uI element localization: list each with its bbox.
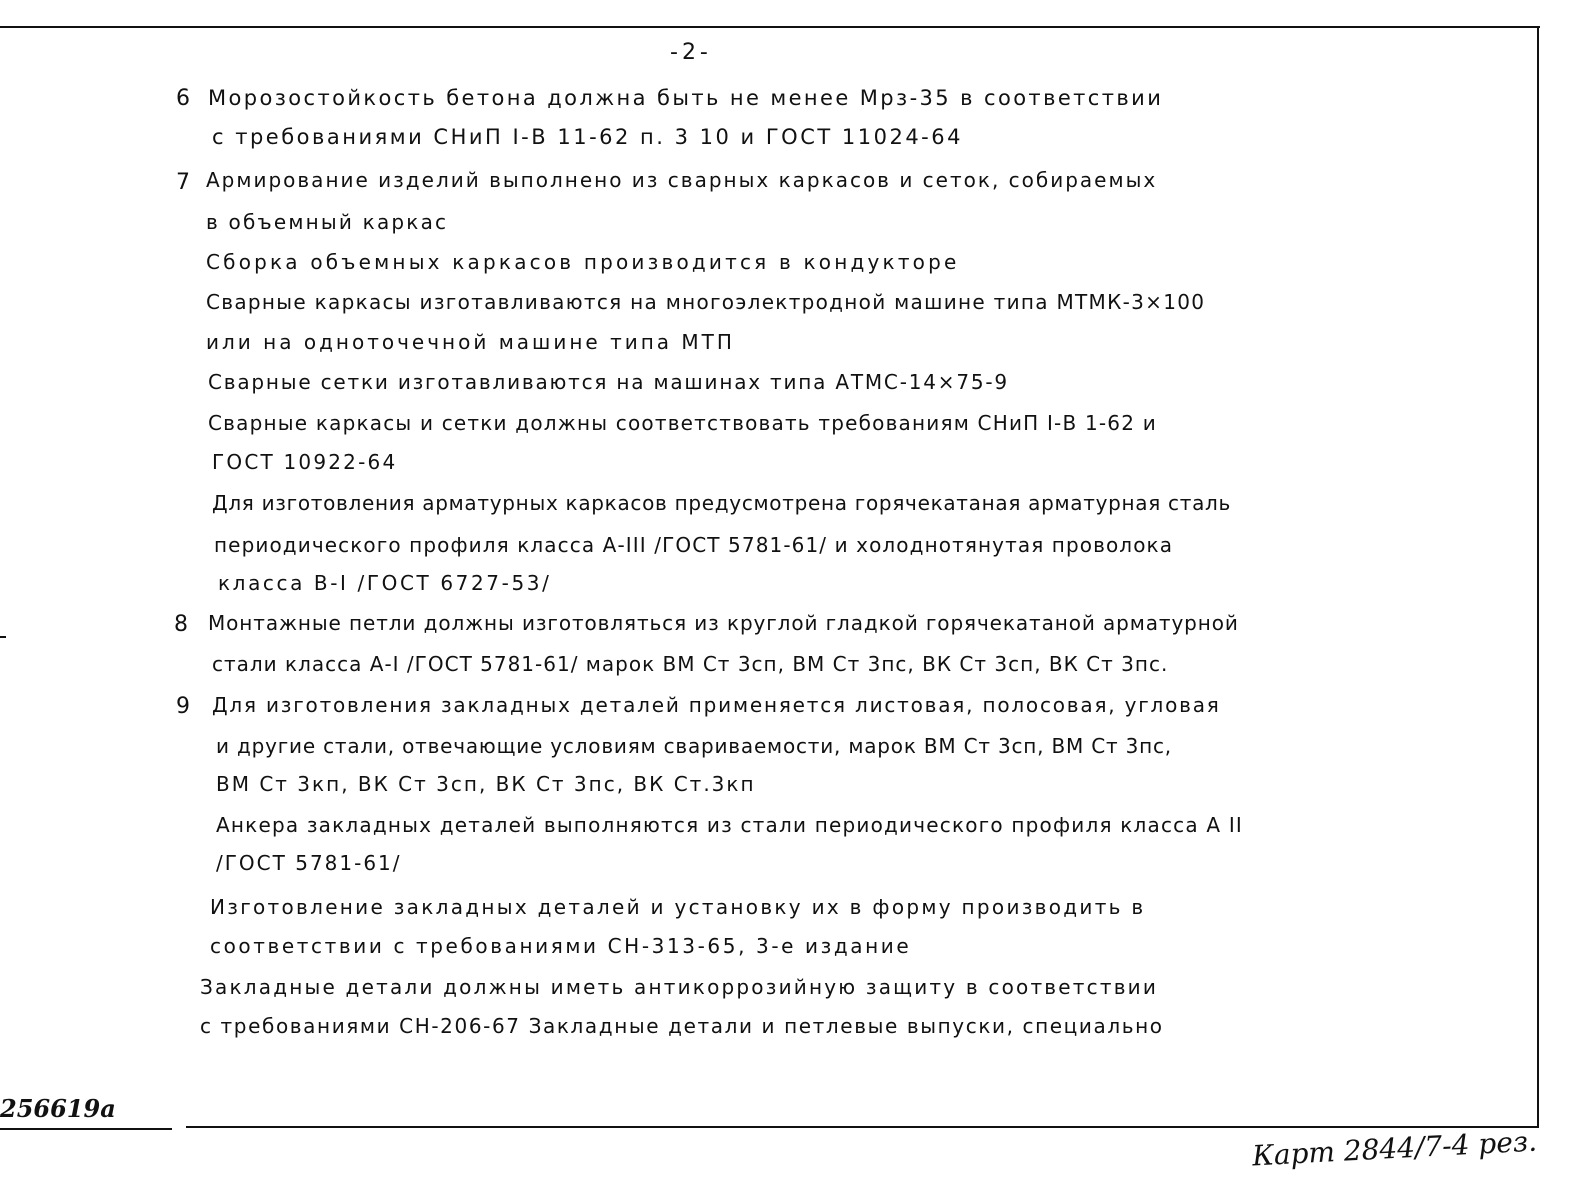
item-line: Для изготовления арматурных каркасов предусмотрена горячекатаная арматурная сталь: [212, 491, 1232, 515]
item-line: или на одноточечной машине типа МТП: [206, 330, 735, 354]
item-line: Монтажные петли должны изготовляться из круглой гладкой горячекатаной арматурной: [208, 611, 1239, 635]
frame-bottom-left-border: [0, 1128, 172, 1130]
item-line: в объемный каркас: [206, 210, 449, 234]
page-number: -2-: [670, 40, 712, 65]
frame-bottom-border: [186, 1126, 1539, 1128]
item-line: и другие стали, отвечающие условиям свариваемости, марок ВМ Ст 3сп, ВМ Ст 3пс,: [216, 734, 1172, 758]
archive-number: 256619а: [0, 1094, 116, 1123]
item-number: 9: [176, 694, 190, 719]
item-line: Анкера закладных деталей выполняются из стали периодического профиля класса А II: [216, 813, 1244, 837]
item-line: с требованиями СНиП I-В 11-62 п. 3 10 и ГОСТ 11024-64: [212, 125, 963, 149]
frame-left-tick: [0, 636, 6, 638]
item-line: периодического профиля класса А-III /ГОСТ 5781-61/ и холоднотянутая проволока: [214, 533, 1174, 557]
item-number: 8: [174, 612, 188, 637]
item-line: Сварные сетки изготавливаются на машинах типа АТМС-14×75-9: [208, 370, 1009, 394]
item-line: ГОСТ 10922-64: [212, 450, 398, 474]
item-line: Армирование изделий выполнено из сварных каркасов и сеток, собираемых: [206, 168, 1158, 192]
item-number: 7: [176, 170, 190, 195]
item-line: класса В-I /ГОСТ 6727-53/: [218, 571, 552, 595]
item-line: Для изготовления закладных деталей применяется листовая, полосовая, угловая: [212, 693, 1221, 717]
item-line: Сварные каркасы изготавливаются на многоэлектродной машине типа МТМК-3×100: [206, 290, 1206, 314]
item-line: /ГОСТ 5781-61/: [216, 851, 402, 875]
item-line: Закладные детали должны иметь антикоррозийную защиту в соответствии: [200, 975, 1159, 999]
item-line: соответствии с требованиями СН-313-65, 3-е издание: [210, 934, 912, 958]
item-line: Сборка объемных каркасов производится в кондукторе: [206, 250, 960, 274]
item-line: Морозостойкость бетона должна быть не менее Мрз-35 в соответствии: [208, 86, 1164, 110]
frame-right-border: [1537, 26, 1539, 1128]
item-line: Изготовление закладных деталей и установку их в форму производить в: [210, 895, 1146, 919]
item-line: ВМ Ст 3кп, ВК Ст 3сп, ВК Ст 3пс, ВК Ст.3кп: [216, 772, 756, 796]
handwritten-signature: Карт 2844/7-4 рез.: [1251, 1124, 1538, 1173]
item-line: Сварные каркасы и сетки должны соответствовать требованиям СНиП I-В 1-62 и: [208, 411, 1157, 435]
item-line: с требованиями СН-206-67 Закладные детали и петлевые выпуски, специально: [200, 1014, 1164, 1038]
frame-top-border: [0, 26, 1540, 28]
item-number: 6: [176, 86, 190, 111]
item-line: стали класса А-I /ГОСТ 5781-61/ марок ВМ Ст 3сп, ВМ Ст 3пс, ВК Ст 3сп, ВК Ст 3пс.: [212, 652, 1169, 676]
